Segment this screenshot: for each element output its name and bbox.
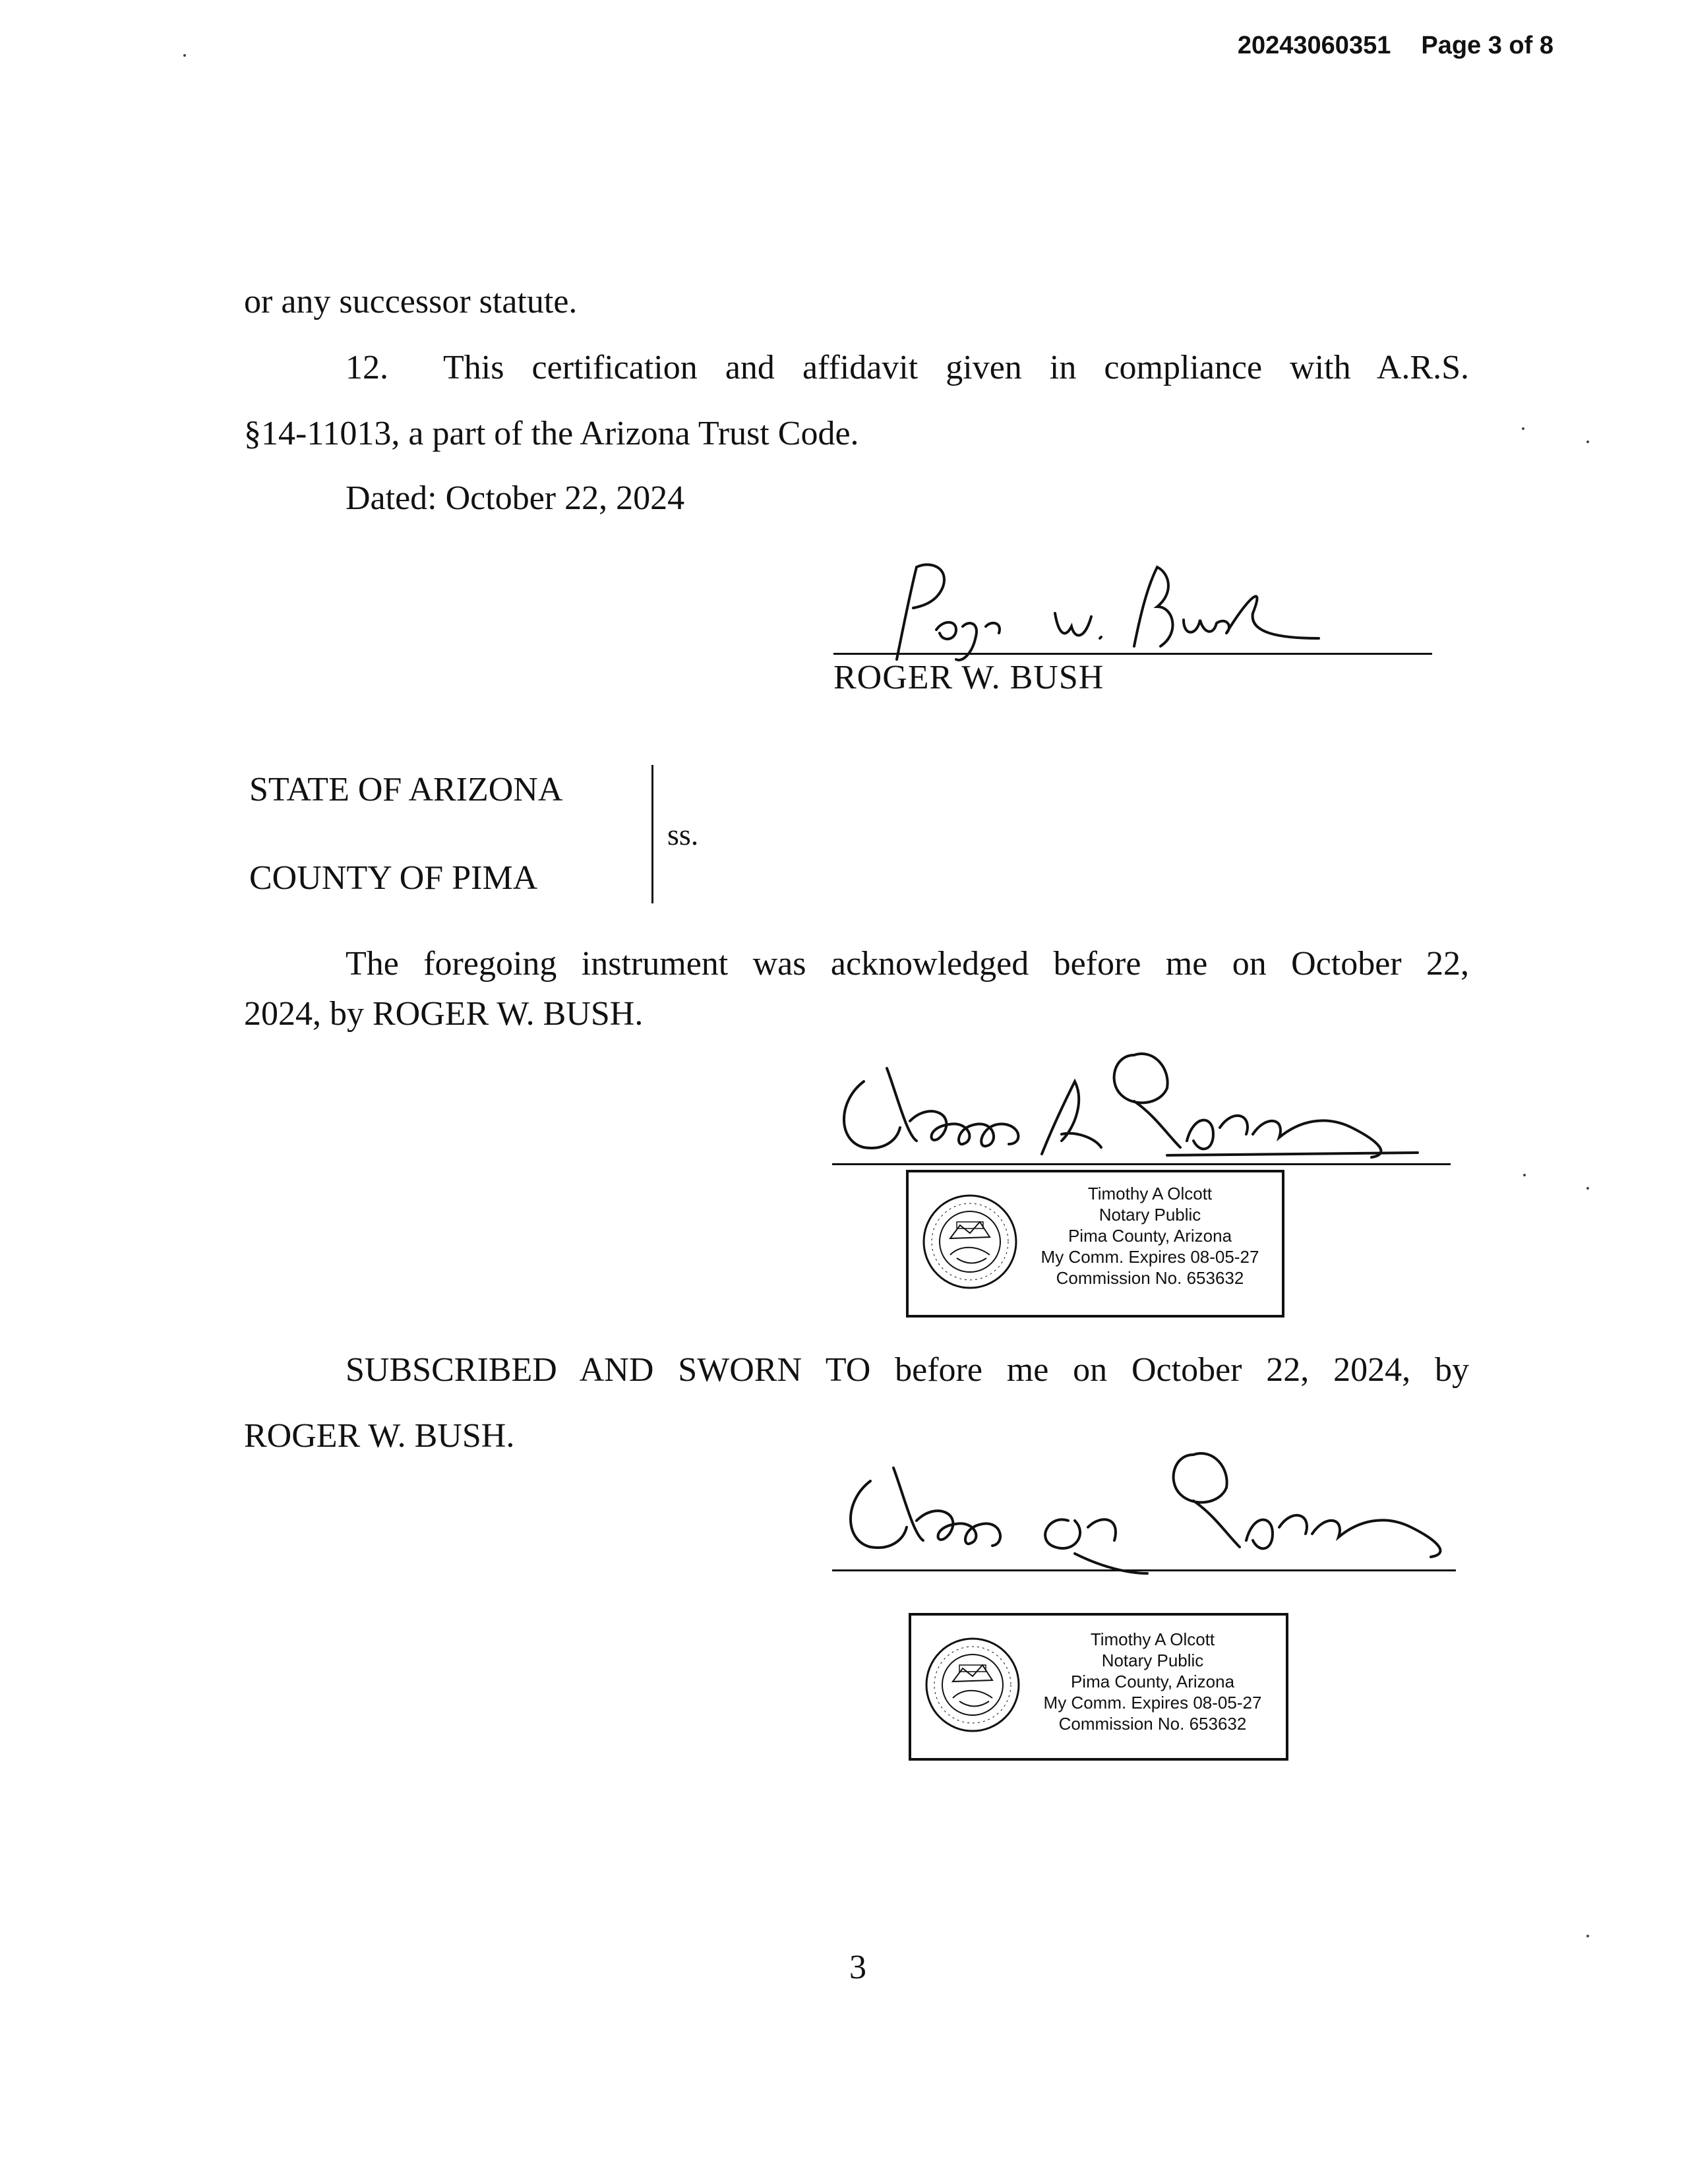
subscribed-line-2: ROGER W. BUSH. <box>244 1417 515 1455</box>
notary-stamp-2-name: Timothy A Olcott <box>1090 1629 1215 1649</box>
arizona-seal-icon <box>923 1635 1022 1734</box>
paragraph-12-number: 12. <box>346 349 388 386</box>
notary-stamp-2-county: Pima County, Arizona <box>1070 1672 1235 1691</box>
notary-signature-1 <box>824 1042 1431 1167</box>
signer-signature-line <box>833 653 1432 655</box>
notary-stamp-1-commission: Commission No. 653632 <box>1056 1268 1244 1288</box>
paragraph-12-line-1: This certification and affidavit given in compliance with A.R.S. <box>443 349 1469 386</box>
notary-stamp-2-expires: My Comm. Expires 08-05-27 <box>1043 1693 1262 1713</box>
paragraph-12-line-2: §14-11013, a part of the Arizona Trust Code. <box>244 415 859 452</box>
notary-stamp-1-expires: My Comm. Expires 08-05-27 <box>1040 1247 1259 1267</box>
venue-state: STATE OF ARIZONA <box>249 771 563 808</box>
notary-stamp-1 <box>906 1170 1284 1318</box>
venue-ss: ss. <box>667 818 699 851</box>
scan-speck <box>1522 427 1524 430</box>
notary-signature-2 <box>824 1441 1457 1580</box>
dated-line: Dated: October 22, 2024 <box>346 479 685 517</box>
scan-speck <box>1586 440 1589 443</box>
scan-speck <box>183 54 186 57</box>
acknowledgment-line-1: The foregoing instrument was acknowledged before me on October 22, <box>346 945 1469 983</box>
acknowledgment-line-2: 2024, by ROGER W. BUSH. <box>244 995 644 1033</box>
scan-speck <box>1523 1174 1526 1176</box>
page-indicator: Page 3 of 8 <box>1421 32 1553 59</box>
notary-stamp-2 <box>909 1613 1288 1761</box>
scan-speck <box>1586 1935 1589 1937</box>
subscribed-line-1: SUBSCRIBED AND SWORN TO before me on October 22, 2024, by <box>346 1351 1469 1389</box>
notary-signature-line-1 <box>832 1163 1451 1165</box>
page-header <box>1238 32 1553 60</box>
venue-county: COUNTY OF PIMA <box>249 859 538 897</box>
venue-bracket <box>651 765 653 903</box>
scan-speck <box>1586 1187 1589 1190</box>
notary-stamp-1-name: Timothy A Olcott <box>1087 1184 1213 1203</box>
continuation-line: or any successor statute. <box>244 283 578 320</box>
notary-stamp-2-title: Notary Public <box>1101 1651 1204 1670</box>
notary-stamp-1-county: Pima County, Arizona <box>1068 1226 1232 1246</box>
notary-stamp-2-commission: Commission No. 653632 <box>1058 1714 1247 1734</box>
document-number: 20243060351 <box>1237 32 1391 59</box>
notary-signature-line-2 <box>832 1569 1456 1571</box>
signer-printed-name: ROGER W. BUSH <box>833 659 1104 696</box>
signer-signature <box>857 554 1332 666</box>
arizona-seal-icon <box>920 1192 1019 1291</box>
page-number: 3 <box>849 1949 866 1986</box>
notary-stamp-1-title: Notary Public <box>1099 1205 1201 1225</box>
